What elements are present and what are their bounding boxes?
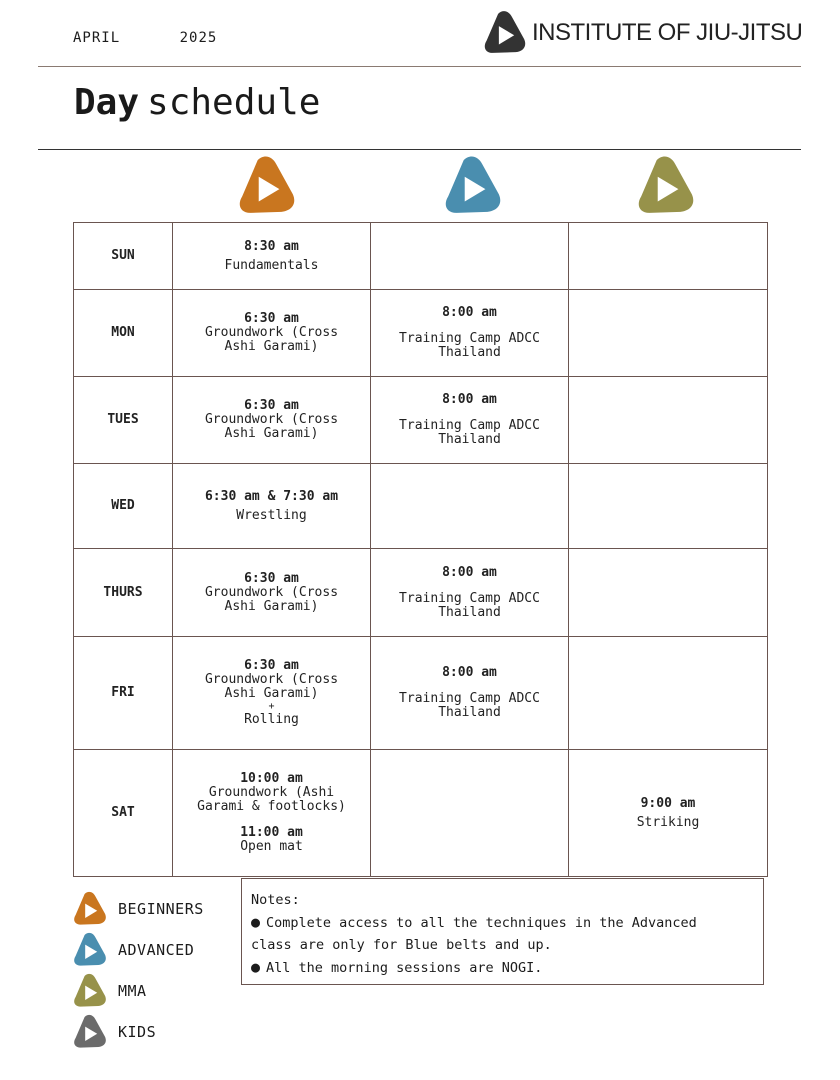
beginners-cell: [173, 290, 371, 377]
day-label: WED: [74, 464, 173, 549]
beginners-cell: [173, 549, 371, 637]
advanced-cell: [371, 223, 569, 290]
table-row: [74, 750, 768, 877]
table-row: [74, 549, 768, 637]
day-label: THURS: [74, 549, 173, 637]
class-name: Ashi Garami): [224, 339, 319, 354]
class-name: Groundwork (Cross: [204, 325, 339, 340]
day-label: SAT: [74, 750, 173, 877]
mma-cell: [569, 223, 768, 290]
class-name: Groundwork (Ashi: [208, 785, 335, 800]
plus-sign: +: [268, 701, 275, 712]
legend-label: KIDS: [118, 1022, 157, 1041]
class-name: Thailand: [438, 432, 501, 447]
table-row: [74, 464, 768, 549]
top-divider: [38, 66, 801, 67]
day-label: SUN: [74, 223, 173, 290]
brand-triangle-icon: [482, 10, 528, 56]
advanced-cell: [371, 637, 569, 750]
legend-label: BEGINNERS: [118, 899, 204, 918]
class-name: Ashi Garami): [224, 598, 319, 614]
class-name: Thailand: [438, 604, 501, 620]
mma-triangle-icon: [635, 155, 697, 217]
note-text: All the morning sessions are NOGI.: [266, 960, 543, 976]
day-label: TUES: [74, 377, 173, 464]
class-time: 6:30 am: [244, 398, 299, 413]
class-time: 10:00 am: [240, 771, 303, 786]
legend-item: [72, 929, 204, 970]
class-time: 9:00 am: [640, 795, 696, 811]
advanced-cell: [371, 750, 569, 877]
note-item: [251, 911, 763, 934]
class-time: 6:30 am: [244, 311, 299, 326]
class-name: Striking: [636, 814, 700, 830]
notes-box: [241, 878, 764, 985]
beginners-cell: [173, 223, 371, 290]
bullet-icon: ●: [251, 958, 261, 976]
class-name: Groundwork (Cross: [204, 412, 339, 427]
class-name: Training Camp ADCC: [399, 331, 540, 346]
legend: [72, 888, 204, 1052]
beginners-cell: [173, 637, 371, 750]
kids-triangle-icon: [72, 1014, 108, 1050]
class-time: 6:30 am & 7:30 am: [204, 488, 339, 504]
mma-cell: [569, 637, 768, 750]
class-name: Thailand: [438, 705, 501, 720]
class-name: Garami & footlocks): [197, 799, 346, 814]
advanced-cell: [371, 290, 569, 377]
year-label: 2025: [179, 30, 218, 46]
page-title: [74, 82, 320, 123]
schedule-table: [73, 222, 768, 877]
class-name: Ashi Garami): [224, 426, 319, 441]
bullet-icon: ●: [251, 913, 261, 931]
legend-item: [72, 888, 204, 929]
class-name: Training Camp ADCC: [399, 691, 540, 706]
beginners-cell: [173, 750, 371, 877]
class-time: 8:00 am: [442, 305, 497, 320]
class-name: Rolling: [244, 712, 299, 727]
note-text: Complete access to all the techniques in the Advanced: [266, 915, 697, 931]
month-label: APRIL: [73, 30, 121, 46]
mma-triangle-icon: [72, 973, 108, 1009]
legend-item: [72, 1011, 204, 1052]
day-label: FRI: [74, 637, 173, 750]
brand-name: INSTITUTE OF JIU-JITSU: [532, 19, 803, 46]
class-name: Fundamentals: [224, 257, 319, 273]
notes-title: Notes:: [251, 892, 300, 908]
header-date: [73, 30, 217, 46]
note-text-continued: class are only for Blue belts and up.: [251, 937, 552, 953]
legend-label: ADVANCED: [118, 940, 195, 959]
class-name: Training Camp ADCC: [399, 418, 540, 433]
page-title-light: schedule: [147, 82, 321, 123]
class-time: 6:30 am: [244, 570, 299, 586]
class-name: Thailand: [438, 345, 501, 360]
class-time: 8:30 am: [244, 238, 299, 254]
title-divider: [38, 149, 801, 150]
class-name: Ashi Garami): [224, 686, 319, 701]
advanced-cell: [371, 549, 569, 637]
mma-cell: [569, 549, 768, 637]
class-time: 8:00 am: [442, 392, 497, 407]
day-label: MON: [74, 290, 173, 377]
table-row: [74, 377, 768, 464]
page-title-bold: Day: [74, 82, 140, 123]
beginners-triangle-icon: [72, 891, 108, 927]
class-name: Training Camp ADCC: [399, 590, 540, 606]
beginners-cell: [173, 377, 371, 464]
mma-cell: [569, 464, 768, 549]
brand-logo: [482, 10, 802, 56]
legend-item: [72, 970, 204, 1011]
mma-cell: [569, 750, 768, 877]
table-row: [74, 637, 768, 750]
class-name: Open mat: [240, 839, 303, 854]
class-time: 11:00 am: [240, 825, 303, 840]
legend-label: MMA: [118, 981, 147, 1000]
mma-cell: [569, 290, 768, 377]
class-time: 6:30 am: [244, 658, 299, 673]
class-name: Wrestling: [236, 507, 307, 523]
class-time: 8:00 am: [442, 665, 497, 680]
advanced-cell: [371, 377, 569, 464]
advanced-triangle-icon: [72, 932, 108, 968]
table-row: [74, 223, 768, 290]
class-time: 8:00 am: [442, 564, 497, 580]
table-row: [74, 290, 768, 377]
mma-cell: [569, 377, 768, 464]
beginners-cell: [173, 464, 371, 549]
beginners-triangle-icon: [236, 155, 298, 217]
class-name: Groundwork (Cross: [204, 584, 339, 600]
advanced-triangle-icon: [442, 155, 504, 217]
advanced-cell: [371, 464, 569, 549]
note-item: [251, 956, 763, 979]
class-name: Groundwork (Cross: [204, 672, 339, 687]
